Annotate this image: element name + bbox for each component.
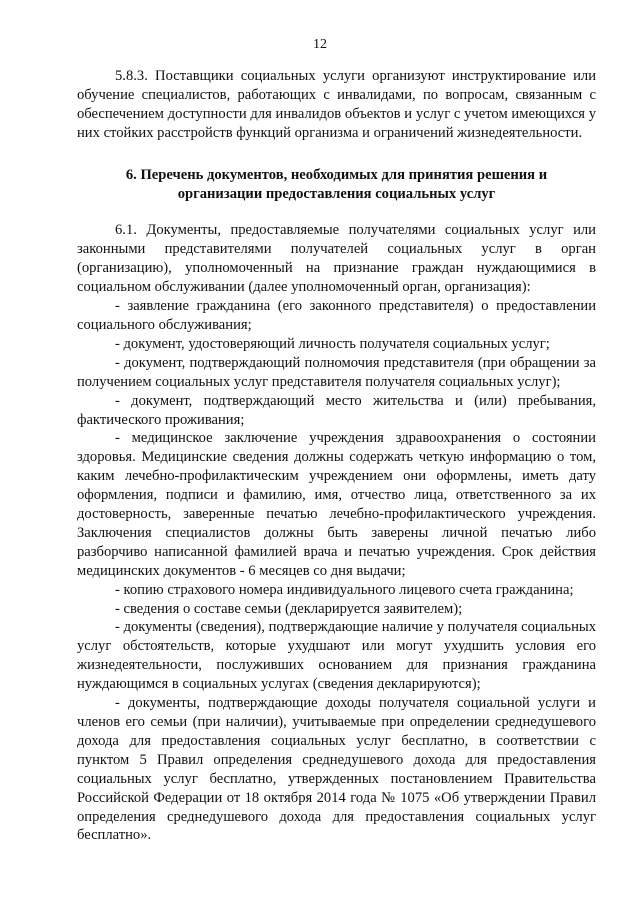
documents-list	[77, 221, 596, 845]
intro-paragraph: 5.8.3. Поставщики социальных услуги организуют инструктирование или обучение специалистов, работающих с инвалидами, по вопросам, связанным с обеспечением доступности для инвалидов объектов и услуг с учетом имеющихся у них стойких расстройств функций организма и ограничений жизнедеятельности.	[77, 68, 596, 141]
list-item-representative-authority: - документ, подтверждающий полномочия представителя (при обращении за получением социальных услуг представителя получателя социальных услуг);	[77, 354, 596, 390]
list-item-insurance-number: - копию страхового номера индивидуального лицевого счета гражданина;	[115, 581, 574, 598]
list-item-application: - заявление гражданина (его законного представителя) о предоставлении социального обслуживания;	[77, 298, 596, 333]
list-item-income-documents: - документы, подтверждающие доходы получателя социальной услуги и членов его семьи (при наличии), учитываемые при определении среднедушевого дохода для предоставления социальных услуг бесплатно, в соответствии с пунктом 5 Правил определения среднедушевого дохода для предоставления социальных услуг бесплатно, утвержденных постановлением Правительства Российской Федерации от 18 октября 2014 года № 1075 «Об утверждении Правил определения среднедушевого дохода для предоставления социальных услуг бесплатно».	[77, 695, 596, 844]
paragraph-6-1: 6.1. Документы, предоставляемые получателями социальных услуг или законными представителями получателей социальных услуг в орган (организацию), уполномоченный на признание граждан нуждающимися в социальном обслуживании (далее уполномоченный орган, организация):	[77, 222, 596, 296]
list-item-medical-conclusion: - медицинское заключение учреждения здравоохранения о состоянии здоровья. Медицинские сведения должны содержать четкую информацию о том, каким лечебно-профилактическим учреждением они оформлены, иметь дату оформления, подписи и фамилию, имя, отчество лица, ответственного за их достоверность, заверенные печатью лечебно-профилактического учреждения. Заключения специалистов должны быть заверены личной печатью либо разборчиво написанной фамилией врача и печатью учреждения. Срок действия медицинских документов - 6 месяцев со дня выдачи;	[77, 430, 596, 579]
list-item-identity-document: - документ, удостоверяющий личность получателя социальных услуг;	[115, 335, 550, 352]
page-content	[77, 67, 596, 845]
page-number: 12	[313, 37, 327, 52]
list-item-family-composition: - сведения о составе семьи (декларируется заявителем);	[115, 600, 463, 617]
list-item-circumstances: - документы (сведения), подтверждающие наличие у получателя социальных услуг обстоятельств, которые ухудшают или могут ухудшить условия его жизнедеятельности, послуживших основанием для признания гражданина нуждающимся в социальных услугах (сведения декларируются);	[77, 619, 596, 693]
section-heading: 6. Перечень документов, необходимых для принятия решения и организации предоставления социальных услуг	[125, 166, 548, 202]
list-item-residence-document: - документ, подтверждающий место жительства и (или) пребывания, фактического проживания;	[77, 392, 596, 428]
